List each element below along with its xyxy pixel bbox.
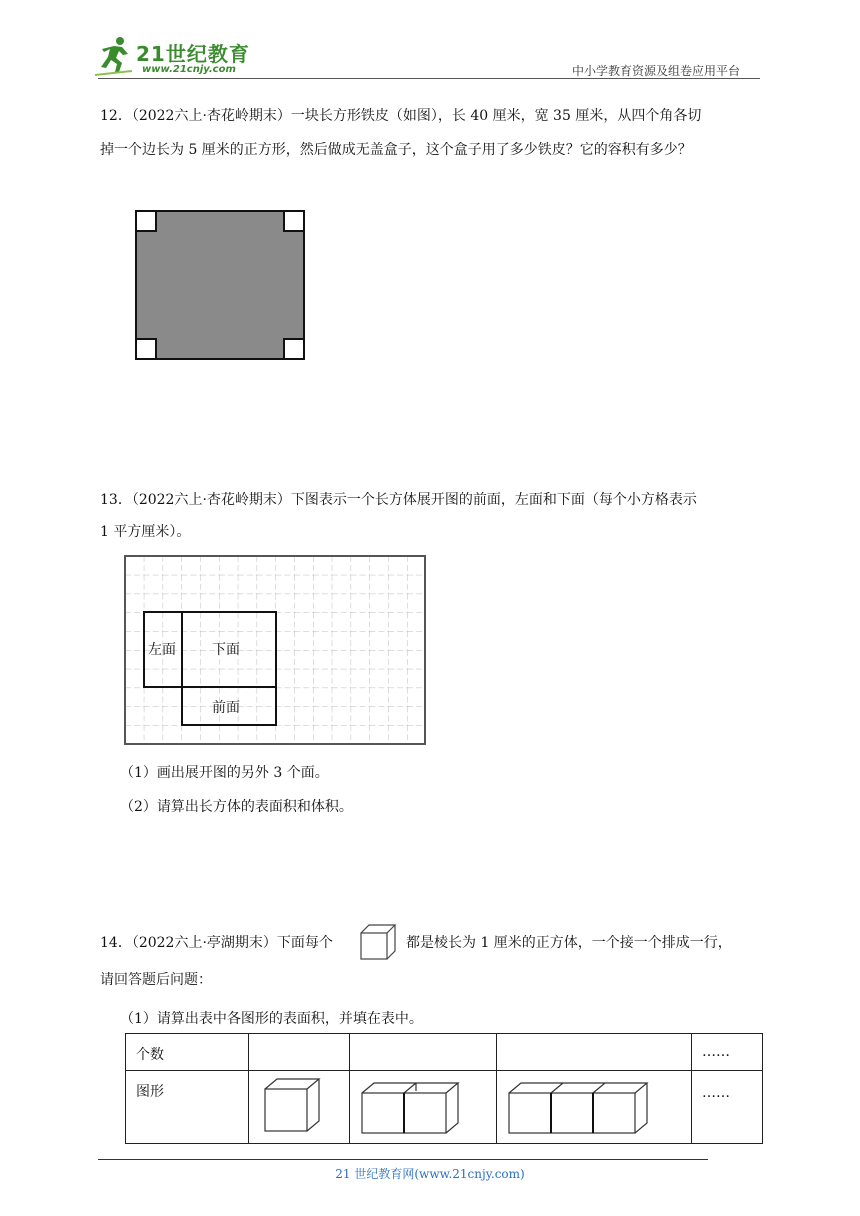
- label-left-face: 左面: [148, 642, 176, 658]
- q12-line2: 掉一个边长为 5 厘米的正方形，然后做成无盖盒子，这个盒子用了多少铁皮？它的容积有多少？: [100, 142, 692, 158]
- q13-sub2: （2）请算出长方体的表面积和体积。: [120, 799, 353, 815]
- q14-table: [125, 1033, 763, 1144]
- platform-name: 中小学教育资源及组卷应用平台: [572, 64, 741, 78]
- label-bottom-face: 下面: [212, 642, 240, 658]
- q14-sub1: （1）请算出表中各图形的表面积，并填在表中。: [120, 1011, 423, 1027]
- header-divider: [98, 78, 760, 79]
- cell-count-3[interactable]: [497, 1034, 692, 1071]
- label-front-face: 前面: [212, 700, 240, 716]
- corner-square-top-left: [136, 211, 156, 231]
- q12-line1: 12．（2022六上·杏花岭期末）一块长方形铁皮（如图），长 40 厘米，宽 35 厘米，从四个角各切: [100, 108, 702, 124]
- cell-figure-1: [249, 1071, 350, 1144]
- cell-figure-ellipsis: ……: [692, 1071, 763, 1144]
- table-row-figure: [126, 1071, 763, 1144]
- cell-count-header: 个数: [126, 1034, 249, 1071]
- footer-text[interactable]: 21 世纪教育网(www.21cnjy.com): [335, 1167, 525, 1181]
- cube-row-1: [249, 1071, 347, 1139]
- cell-count-ellipsis: ……: [692, 1034, 763, 1071]
- q13-line1: 13．（2022六上·杏花岭期末）下图表示一个长方体展开图的前面，左面和下面（每个小方格表示: [100, 492, 697, 508]
- unit-cube-icon: [358, 922, 398, 962]
- q14-line2: 请回答题后问题：: [100, 972, 212, 988]
- q13-grid-figure: [124, 555, 426, 745]
- q13-line2: 1 平方厘米）。: [100, 524, 191, 540]
- q12-iron-sheet-figure: [134, 209, 308, 363]
- cell-figure-3: [497, 1071, 692, 1144]
- table-row-count: [126, 1034, 763, 1071]
- cell-count-1[interactable]: [249, 1034, 350, 1071]
- cell-figure-header: 图形: [126, 1071, 249, 1144]
- corner-square-top-right: [284, 211, 304, 231]
- logo-url-text: www.21cnjy.com: [142, 64, 236, 75]
- q14-line1-a: 14．（2022六上·亭湖期末）下面每个: [100, 935, 333, 951]
- q14-line1-b: 都是棱长为 1 厘米的正方体，一个接一个排成一行，: [406, 935, 732, 951]
- footer-divider: [98, 1159, 708, 1160]
- cell-count-2[interactable]: [350, 1034, 497, 1071]
- cube-row-3: [497, 1071, 691, 1139]
- corner-square-bottom-left: [136, 339, 156, 359]
- iron-sheet: [136, 211, 304, 359]
- cell-figure-2: [350, 1071, 497, 1144]
- logo-main-text: 21世纪教育: [136, 42, 250, 66]
- corner-square-bottom-right: [284, 339, 304, 359]
- cube-row-2: [350, 1071, 494, 1139]
- header-logo: [92, 34, 262, 78]
- q13-sub1: （1）画出展开图的另外 3 个面。: [120, 765, 329, 781]
